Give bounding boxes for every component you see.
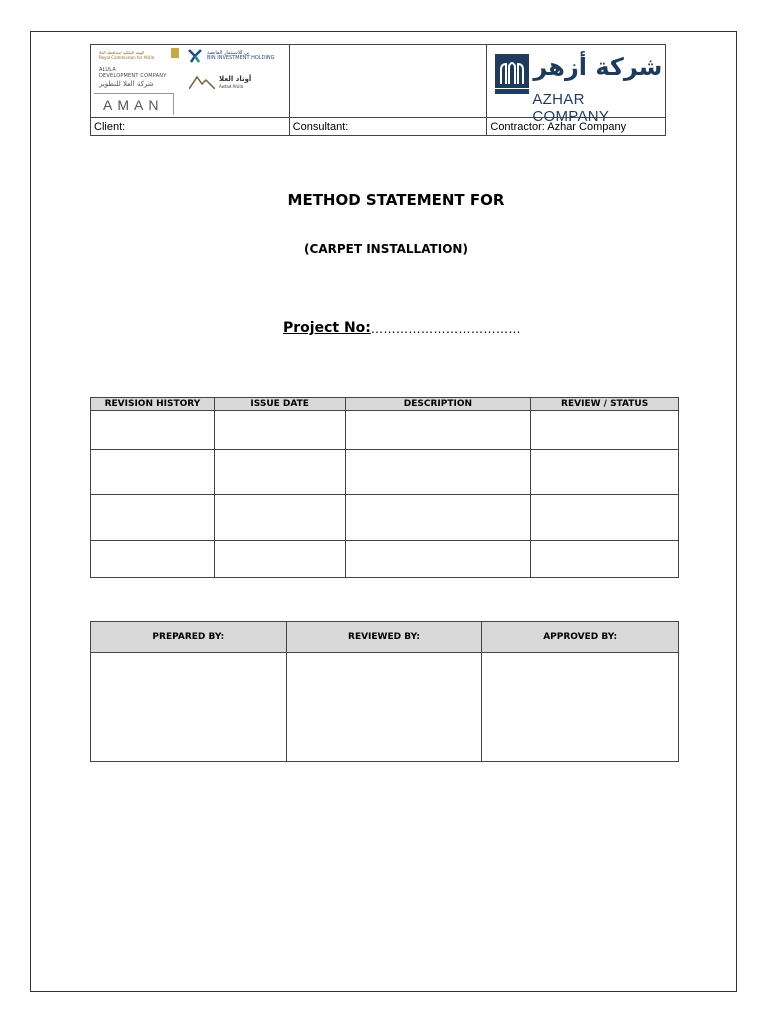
contractor-label: Contractor: Azhar Company [487,118,666,136]
table-cell [531,541,679,578]
doc-subtitle: (CARPET INSTALLATION) [304,242,468,256]
rev-header-date: ISSUE DATE [214,398,345,411]
table-cell [345,495,531,541]
adc-text-ar: شركة العلا للتطوير [99,80,154,88]
rca-emblem-icon [171,48,179,58]
reviewed-by-signature [286,653,482,762]
table-cell [345,411,531,450]
rev-header-history: REVISION HISTORY [91,398,215,411]
adc-text-1: ALULA [99,67,116,73]
signature-table [90,621,679,762]
table-cell [214,495,345,541]
bin-text-en: BIN INVESTMENT HOLDING [207,55,275,61]
client-logo-cell [91,45,290,118]
reviewed-by-header: REVIEWED BY: [286,622,482,653]
approved-by-header: APPROVED BY: [482,622,679,653]
table-cell [345,541,531,578]
adc-logo [99,67,166,79]
doc-title: METHOD STATEMENT FOR [287,191,505,209]
awtad-text-en: Awtad AlUla [219,84,244,89]
rev-header-status: REVIEW / STATUS [531,398,679,411]
rev-header-description: DESCRIPTION [345,398,531,411]
table-cell [91,411,215,450]
table-cell [214,411,345,450]
table-cell [91,541,215,578]
table-row [91,450,679,495]
rca-logo [99,50,177,60]
prepared-by-header: PREPARED BY: [91,622,287,653]
table-cell [214,450,345,495]
prepared-by-signature [91,653,287,762]
project-label: Project No: [283,320,371,336]
rca-text-en: Royal Commission for AlUla [99,55,155,60]
table-cell [531,450,679,495]
azhar-name-en: AZHAR COMPANY [532,91,610,125]
table-row [91,411,679,450]
bin-text-ar: بن للاستثمار القابضة [207,50,250,56]
client-label: Client: [91,118,290,136]
table-cell [214,541,345,578]
awtad-text-ar: أوتاد العلا [219,75,252,83]
approved-by-signature [482,653,679,762]
aman-logo: AMAN [103,97,164,113]
bin-logo [207,51,275,61]
table-row [91,541,679,578]
contractor-logo-cell [487,45,666,125]
table-cell [91,450,215,495]
table-cell [531,411,679,450]
header-table [90,44,666,136]
azhar-name-ar: شركة أزهر [533,53,663,81]
table-cell [91,495,215,541]
awtad-mountain-icon [189,75,215,89]
rca-text-ar: الهيئة الملكية لمحافظة العلا [99,50,145,55]
revision-table [90,397,679,578]
azhar-logo-icon [495,54,529,94]
consultant-logo-cell [289,45,487,118]
table-cell [531,495,679,541]
table-cell [345,450,531,495]
bin-logo-icon [188,49,202,63]
adc-text-2: DEVELOPMENT COMPANY [99,73,167,79]
project-value: ……………………………… [371,322,521,336]
consultant-label: Consultant: [289,118,487,136]
table-row [91,495,679,541]
